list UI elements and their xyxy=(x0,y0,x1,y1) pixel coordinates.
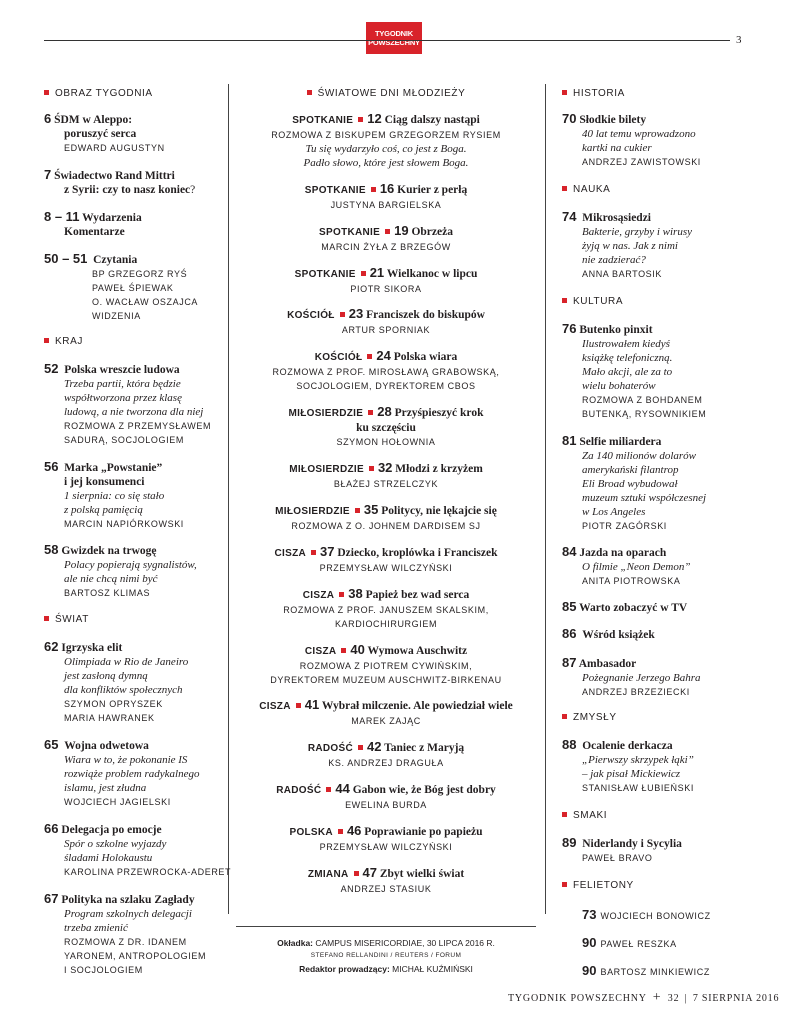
toc-entry-62[interactable]: 62 Igrzyska elit Olimpiada w Rio de Janeiro jest zasłoną dymną dla konfliktów społecznych SZYMON OPRYSZEK MARIA HAWRANEK xyxy=(44,639,189,723)
toc-entry-6[interactable]: 6 ŚDM w Aleppo: poruszyć serca EDWARD AUGUSTYN xyxy=(44,111,165,153)
toc-entry-21[interactable]: SPOTKANIE 21 Wielkanoc w lipcu PIOTR SIKORA xyxy=(294,265,478,294)
toc-entry-70[interactable]: 70 Słodkie bilety 40 lat temu wprowadzono kartki na cukier ANDRZEJ ZAWISTOWSKI xyxy=(562,111,701,167)
section-marker xyxy=(307,90,312,95)
section-kraj: KRAJ xyxy=(44,336,83,347)
toc-entry-46[interactable]: POLSKA 46 Poprawianie po papieżu PRZEMYSŁAW WILCZYŃSKI xyxy=(289,823,483,852)
section-marker xyxy=(44,338,49,343)
toc-entry-24[interactable]: KOŚCIÓŁ 24 Polska wiara ROZMOWA Z PROF. MIROSŁAWĄ GRABOWSKĄ, SOCJOLOGIEM, DYREKTOREM CBOS xyxy=(272,348,500,391)
toc-entry-81[interactable]: 81 Selfie miliardera Za 140 milionów dolarów amerykański filantrop Eli Broad wybudował muzeum sztuki współczesnej w Los Angeles PIOTR ZAGÓRSKI xyxy=(562,433,707,531)
column-entry-90-reszka[interactable]: 90 PAWEŁ RESZKA xyxy=(582,935,677,950)
toc-entry-28[interactable]: MIŁOSIERDZIE 28 Przyśpieszyć krok ku szczęściu SZYMON HOŁOWNIA xyxy=(288,404,484,447)
section-historia: HISTORIA xyxy=(562,88,625,99)
logo-line-1: TYGODNIK xyxy=(375,29,413,38)
toc-entry-40[interactable]: CISZA 40 Wymowa Auschwitz ROZMOWA Z PIOTREM CYWIŃSKIM, DYREKTOREM MUZEUM AUSCHWITZ-BIRKENAU xyxy=(270,642,502,685)
toc-entry-8-11[interactable]: 8 – 11 Wydarzenia Komentarze xyxy=(44,209,142,238)
toc-entry-66[interactable]: 66 Delegacja po emocje Spór o szkolne wyjazdy śladami Holokaustu KAROLINA PRZEWROCKA-ADERET xyxy=(44,821,232,877)
section-marker xyxy=(562,812,567,817)
section-marker xyxy=(44,90,49,95)
toc-entry-23[interactable]: KOŚCIÓŁ 23 Franciszek do biskupów ARTUR SPORNIAK xyxy=(287,306,485,335)
footer-issue: 32 xyxy=(667,993,680,1004)
column-divider-right xyxy=(545,84,546,914)
toc-entry-38[interactable]: CISZA 38 Papież bez wad serca ROZMOWA Z PROF. JANUSZEM SKALSKIM, KARDIOCHIRURGIEM xyxy=(283,586,489,629)
cover-caption: Okładka: CAMPUS MISERICORDIAE, 30 LIPCA 2016 R. xyxy=(277,938,495,948)
toc-entry-16[interactable]: SPOTKANIE 16 Kurier z perłą JUSTYNA BARGIELSKA xyxy=(304,181,468,210)
column-divider-left xyxy=(228,84,229,914)
section-marker xyxy=(562,90,567,95)
header-rule xyxy=(44,40,730,41)
cover-credit: STEFANO RELLANDINI / REUTERS / FORUM xyxy=(310,952,462,959)
section-marker xyxy=(562,882,567,887)
toc-entry-12[interactable]: SPOTKANIE 12 Ciąg dalszy nastąpi ROZMOWA Z BISKUPEM GRZEGORZEM RYSIEM Tu się wydarzyło coś, co jest z Boga. Padło słowo, które jest słowem Boga. xyxy=(271,111,501,169)
section-swiat: ŚWIAT xyxy=(44,614,89,625)
toc-entry-32[interactable]: MIŁOSIERDZIE 32 Młodzi z krzyżem BŁAŻEJ STRZELCZYK xyxy=(289,460,483,489)
toc-entry-41[interactable]: CISZA 41 Wybrał milczenie. Ale powiedział wiele MAREK ZAJĄC xyxy=(259,697,513,726)
section-swiatowe-dni-mlodziezy: ŚWIATOWE DNI MŁODZIEŻY xyxy=(236,88,536,99)
toc-entry-42[interactable]: RADOŚĆ 42 Taniec z Maryją KS. ANDRZEJ DRAGUŁA xyxy=(307,739,465,768)
section-nauka: NAUKA xyxy=(562,184,610,195)
footer-separator: | xyxy=(684,993,688,1004)
section-smaki: SMAKI xyxy=(562,810,607,821)
toc-entry-19[interactable]: SPOTKANIE 19 Obrzeża MARCIN ŻYŁA Z BRZEGÓW xyxy=(319,223,453,252)
section-obraz-tygodnia: OBRAZ TYGODNIA xyxy=(44,88,153,99)
toc-entry-88[interactable]: 88 Ocalenie derkacza „Pierwszy skrzypek łąki” – jak pisał Mickiewicz STANISŁAW ŁUBIEŃSKI xyxy=(562,737,694,793)
toc-entry-52[interactable]: 52 Polska wreszcie ludowa Trzeba partii, która będzie współtworzona przez klasę ludową, a nie tworzona dla niej ROZMOWA Z PRZEMYSŁAWEM SADURĄ, SOCJOLOGIEM xyxy=(44,361,212,445)
section-marker xyxy=(44,616,49,621)
toc-entry-44[interactable]: RADOŚĆ 44 Gabon wie, że Bóg jest dobry EWELINA BURDA xyxy=(276,781,496,810)
toc-entry-84[interactable]: 84 Jazda na oparach O filmie „Neon Demon” ANITA PIOTROWSKA xyxy=(562,544,691,586)
toc-entry-89[interactable]: 89 Niderlandy i Sycylia PAWEŁ BRAVO xyxy=(562,835,682,863)
page-footer xyxy=(508,990,780,1006)
footer-date: 7 SIERPNIA 2016 xyxy=(692,993,780,1004)
toc-entry-56[interactable]: 56 Marka „Powstanie” i jej konsumenci 1 sierpnia: co się stało z polską pamięcią MARCIN NAPIÓRKOWSKI xyxy=(44,459,184,529)
section-marker xyxy=(562,714,567,719)
column-entry-90-minkiewicz[interactable]: 90 BARTOSZ MINKIEWICZ xyxy=(582,963,710,978)
toc-entry-67[interactable]: 67 Polityka na szlaku Zagłady Program szkolnych delegacji trzeba zmienić ROZMOWA Z DR. IDANEM YARONEM, ANTROPOLOGIEM I SOCJOLOGIEM xyxy=(44,891,207,975)
footer-publication: TYGODNIK POWSZECHNY xyxy=(508,993,647,1004)
toc-entry-65[interactable]: 65 Wojna odwetowa Wiara w to, że pokonanie IS rozwiąże problem radykalnego islamu, jest złudna WOJCIECH JAGIELSKI xyxy=(44,737,200,807)
logo-line-2: POWSZECHNY xyxy=(368,38,420,47)
toc-entry-7[interactable]: 7 Świadectwo Rand Mittri z Syrii: czy to nasz koniec? xyxy=(44,167,196,196)
column-entry-73[interactable]: 73 WOJCIECH BONOWICZ xyxy=(582,907,711,922)
footer-plus: + xyxy=(652,990,662,1005)
toc-entry-74[interactable]: 74 Mikrosąsiedzi Bakterie, grzyby i wirusy żyją w nas. Jak z nimi nie zadzierać? ANNA BARTOSIK xyxy=(562,209,692,279)
toc-entry-87[interactable]: 87 Ambasador Pożegnanie Jerzego Bahra ANDRZEJ BRZEZIECKI xyxy=(562,655,701,697)
credits-rule xyxy=(236,926,536,927)
section-kultura: KULTURA xyxy=(562,296,623,307)
toc-entry-35[interactable]: MIŁOSIERDZIE 35 Politycy, nie lękajcie się ROZMOWA Z O. JOHNEM DARDISEM SJ xyxy=(275,502,497,531)
editor-caption: Redaktor prowadzący: MICHAŁ KUŹMIŃSKI xyxy=(299,964,473,974)
toc-entry-58[interactable]: 58 Gwizdek na trwogę Polacy popierają sygnalistów, ale nie chcą nimi być BARTOSZ KLIMAS xyxy=(44,542,197,598)
section-marker xyxy=(562,298,567,303)
toc-entry-47[interactable]: ZMIANA 47 Zbyt wielki świat ANDRZEJ STASIUK xyxy=(307,865,465,894)
toc-entry-85[interactable]: 85 Warto zobaczyć w TV xyxy=(562,599,688,614)
section-felietony: FELIETONY xyxy=(562,880,634,891)
toc-entry-86[interactable]: 86 Wśród książek xyxy=(562,626,655,641)
toc-entry-76[interactable]: 76 Butenko pinxit Ilustrowałem kiedyś książkę telefoniczną. Mało akcji, ale za to wielu bohaterów ROZMOWA Z BOHDANEM BUTENKĄ, RYSOWNIKIEM xyxy=(562,321,707,419)
toc-entry-37[interactable]: CISZA 37 Dziecko, kroplówka i Franciszek PRZEMYSŁAW WILCZYŃSKI xyxy=(274,544,498,573)
section-zmysly: ZMYSŁY xyxy=(562,712,617,723)
section-marker xyxy=(562,186,567,191)
tygodnik-logo xyxy=(366,22,422,54)
header-page-number: 3 xyxy=(736,34,742,46)
toc-entry-50-51[interactable]: 50 – 51 Czytania BP GRZEGORZ RYŚ PAWEŁ ŚPIEWAK O. WACŁAW OSZAJCA WIDZENIA xyxy=(44,251,199,321)
